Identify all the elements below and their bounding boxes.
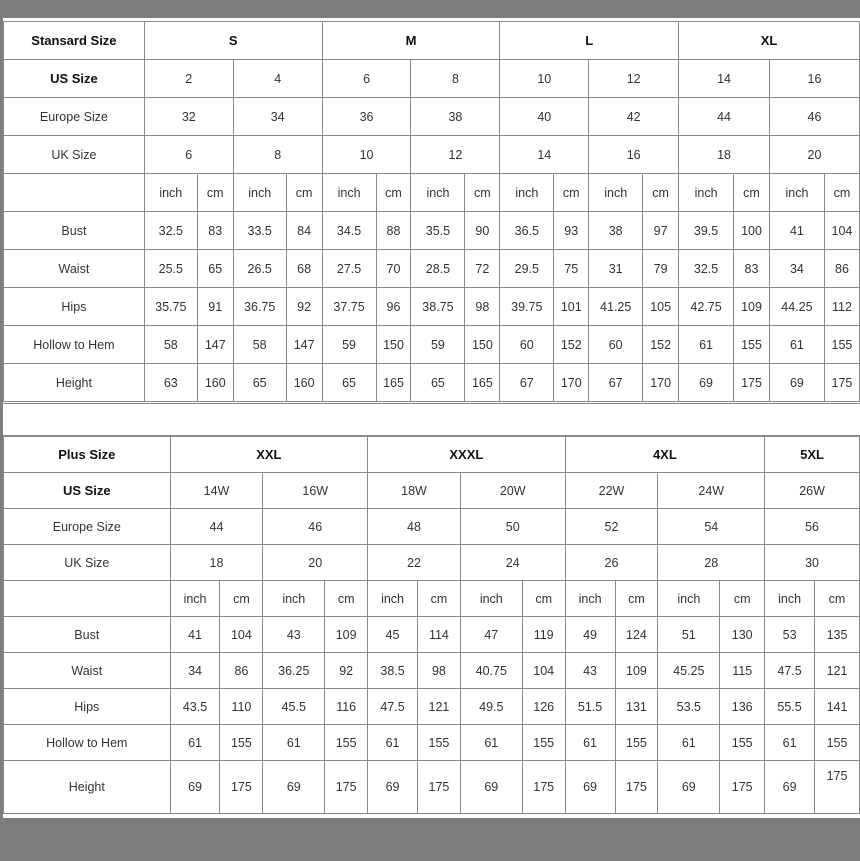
unit-cell: inch bbox=[460, 581, 522, 617]
size-group-xxl: XXL bbox=[170, 437, 368, 473]
measure-cell: 98 bbox=[465, 288, 500, 326]
measure-cell: 61 bbox=[679, 326, 734, 364]
measure-cell: 109 bbox=[325, 617, 368, 653]
uk-size-cell: 20 bbox=[263, 545, 368, 581]
measure-cell: 175 bbox=[220, 761, 263, 814]
europe-size-cell: 40 bbox=[500, 98, 589, 136]
plus-size-table bbox=[3, 436, 860, 814]
measure-cell: 34.5 bbox=[322, 212, 376, 250]
europe-size-cell: 48 bbox=[368, 509, 461, 545]
measure-cell: 121 bbox=[815, 653, 860, 689]
hollow-to-hem-row bbox=[4, 326, 860, 364]
uk-size-cell: 20 bbox=[769, 136, 859, 174]
unit-row-label bbox=[4, 174, 145, 212]
measure-cell: 58 bbox=[144, 326, 197, 364]
measure-cell: 47 bbox=[460, 617, 522, 653]
measure-cell: 136 bbox=[720, 689, 765, 725]
measure-cell: 34 bbox=[769, 250, 824, 288]
unit-cell: cm bbox=[554, 174, 589, 212]
europe-size-label: Europe Size bbox=[4, 98, 145, 136]
measure-cell: 83 bbox=[734, 250, 770, 288]
measure-cell: 25.5 bbox=[144, 250, 197, 288]
size-group-row bbox=[4, 22, 860, 60]
size-group-l: L bbox=[500, 22, 679, 60]
measure-cell: 65 bbox=[322, 364, 376, 402]
europe-size-cell: 56 bbox=[765, 509, 860, 545]
measure-cell: 49.5 bbox=[460, 689, 522, 725]
measure-cell: 104 bbox=[522, 653, 565, 689]
us-size-label: US Size bbox=[4, 473, 171, 509]
standard-size-label: Stansard Size bbox=[4, 22, 145, 60]
measure-cell: 40.75 bbox=[460, 653, 522, 689]
us-size-cell: 6 bbox=[322, 60, 411, 98]
us-size-cell: 16 bbox=[769, 60, 859, 98]
unit-cell: cm bbox=[815, 581, 860, 617]
measure-label: Bust bbox=[4, 617, 171, 653]
uk-size-cell: 26 bbox=[565, 545, 658, 581]
measure-cell: 69 bbox=[263, 761, 325, 814]
measure-cell: 41.25 bbox=[589, 288, 643, 326]
europe-size-label: Europe Size bbox=[4, 509, 171, 545]
uk-size-cell: 22 bbox=[368, 545, 461, 581]
unit-cell: cm bbox=[643, 174, 679, 212]
unit-cell: cm bbox=[376, 174, 411, 212]
plus-waist-row bbox=[4, 653, 860, 689]
unit-cell: inch bbox=[322, 174, 376, 212]
us-size-cell: 14 bbox=[679, 60, 770, 98]
measure-cell: 45 bbox=[368, 617, 418, 653]
unit-cell: inch bbox=[411, 174, 465, 212]
measure-cell: 92 bbox=[286, 288, 322, 326]
europe-size-cell: 32 bbox=[144, 98, 233, 136]
measure-cell: 60 bbox=[500, 326, 554, 364]
measure-label: Height bbox=[4, 364, 145, 402]
measure-cell: 38.5 bbox=[368, 653, 418, 689]
measure-cell: 67 bbox=[589, 364, 643, 402]
europe-size-cell: 36 bbox=[322, 98, 411, 136]
measure-cell: 100 bbox=[734, 212, 770, 250]
measure-cell: 115 bbox=[720, 653, 765, 689]
europe-size-cell: 54 bbox=[658, 509, 765, 545]
measure-cell: 69 bbox=[170, 761, 220, 814]
unit-row bbox=[4, 174, 860, 212]
measure-cell: 69 bbox=[460, 761, 522, 814]
measure-cell: 67 bbox=[500, 364, 554, 402]
measure-cell: 141 bbox=[815, 689, 860, 725]
measure-cell: 110 bbox=[220, 689, 263, 725]
measure-cell: 44.25 bbox=[769, 288, 824, 326]
measure-cell: 45.5 bbox=[263, 689, 325, 725]
measure-cell: 61 bbox=[565, 725, 615, 761]
unit-cell: cm bbox=[615, 581, 658, 617]
unit-cell: cm bbox=[325, 581, 368, 617]
measure-cell: 65 bbox=[411, 364, 465, 402]
us-size-cell: 24W bbox=[658, 473, 765, 509]
measure-cell: 170 bbox=[554, 364, 589, 402]
measure-cell: 36.25 bbox=[263, 653, 325, 689]
plus-unit-row bbox=[4, 581, 860, 617]
uk-size-cell: 8 bbox=[233, 136, 322, 174]
unit-row-label bbox=[4, 581, 171, 617]
unit-cell: cm bbox=[417, 581, 460, 617]
measure-cell: 32.5 bbox=[679, 250, 734, 288]
measure-cell: 65 bbox=[233, 364, 286, 402]
measure-cell: 131 bbox=[615, 689, 658, 725]
us-size-cell: 20W bbox=[460, 473, 565, 509]
measure-label: Hollow to Hem bbox=[4, 725, 171, 761]
europe-size-cell: 44 bbox=[679, 98, 770, 136]
measure-cell: 59 bbox=[411, 326, 465, 364]
measure-cell: 69 bbox=[658, 761, 720, 814]
measure-cell: 104 bbox=[220, 617, 263, 653]
measure-cell: 92 bbox=[325, 653, 368, 689]
unit-cell: inch bbox=[765, 581, 815, 617]
measure-cell: 43 bbox=[565, 653, 615, 689]
measure-cell: 150 bbox=[465, 326, 500, 364]
height-row bbox=[4, 364, 860, 402]
unit-cell: cm bbox=[286, 174, 322, 212]
measure-cell: 119 bbox=[522, 617, 565, 653]
measure-cell: 51 bbox=[658, 617, 720, 653]
measure-cell: 47.5 bbox=[368, 689, 418, 725]
measure-cell: 93 bbox=[554, 212, 589, 250]
size-group-xxxl: XXXL bbox=[368, 437, 566, 473]
measure-cell: 155 bbox=[734, 326, 770, 364]
measure-label: Hips bbox=[4, 689, 171, 725]
measure-cell: 104 bbox=[824, 212, 859, 250]
unit-cell: cm bbox=[522, 581, 565, 617]
measure-cell: 41 bbox=[769, 212, 824, 250]
measure-cell: 58 bbox=[233, 326, 286, 364]
unit-cell: cm bbox=[220, 581, 263, 617]
measure-cell: 175 bbox=[522, 761, 565, 814]
measure-cell: 150 bbox=[376, 326, 411, 364]
unit-cell: inch bbox=[565, 581, 615, 617]
measure-cell: 47.5 bbox=[765, 653, 815, 689]
plus-hollow-to-hem-row bbox=[4, 725, 860, 761]
measure-cell: 61 bbox=[460, 725, 522, 761]
uk-size-cell: 28 bbox=[658, 545, 765, 581]
size-group-s: S bbox=[144, 22, 322, 60]
europe-size-cell: 46 bbox=[263, 509, 368, 545]
uk-size-row bbox=[4, 136, 860, 174]
uk-size-cell: 18 bbox=[170, 545, 263, 581]
europe-size-cell: 44 bbox=[170, 509, 263, 545]
measure-cell: 36.75 bbox=[233, 288, 286, 326]
measure-cell: 51.5 bbox=[565, 689, 615, 725]
measure-cell: 39.5 bbox=[679, 212, 734, 250]
unit-cell: cm bbox=[720, 581, 765, 617]
us-size-cell: 4 bbox=[233, 60, 322, 98]
measure-cell: 90 bbox=[465, 212, 500, 250]
waist-row bbox=[4, 250, 860, 288]
measure-label: Hips bbox=[4, 288, 145, 326]
measure-cell: 31 bbox=[589, 250, 643, 288]
measure-cell: 155 bbox=[325, 725, 368, 761]
measure-cell: 69 bbox=[765, 761, 815, 814]
europe-size-cell: 42 bbox=[589, 98, 679, 136]
europe-size-row bbox=[4, 98, 860, 136]
us-size-row bbox=[4, 60, 860, 98]
measure-cell: 91 bbox=[197, 288, 233, 326]
europe-size-cell: 38 bbox=[411, 98, 500, 136]
size-group-4xl: 4XL bbox=[565, 437, 765, 473]
measure-cell: 42.75 bbox=[679, 288, 734, 326]
measure-cell: 175 bbox=[734, 364, 770, 402]
uk-size-cell: 10 bbox=[322, 136, 411, 174]
measure-cell: 35.5 bbox=[411, 212, 465, 250]
measure-cell: 116 bbox=[325, 689, 368, 725]
unit-cell: inch bbox=[233, 174, 286, 212]
measure-cell: 28.5 bbox=[411, 250, 465, 288]
measure-cell: 43.5 bbox=[170, 689, 220, 725]
measure-label: Height bbox=[4, 761, 171, 814]
measure-cell: 175 bbox=[824, 364, 859, 402]
standard-size-table bbox=[3, 21, 860, 402]
measure-cell: 75 bbox=[554, 250, 589, 288]
uk-size-label: UK Size bbox=[4, 136, 145, 174]
bust-row bbox=[4, 212, 860, 250]
measure-cell: 69 bbox=[679, 364, 734, 402]
measure-cell: 175 bbox=[325, 761, 368, 814]
us-size-cell: 16W bbox=[263, 473, 368, 509]
measure-cell: 155 bbox=[522, 725, 565, 761]
us-size-cell: 26W bbox=[765, 473, 860, 509]
europe-size-cell: 34 bbox=[233, 98, 322, 136]
measure-cell: 88 bbox=[376, 212, 411, 250]
measure-cell: 49 bbox=[565, 617, 615, 653]
measure-cell: 70 bbox=[376, 250, 411, 288]
measure-cell: 59 bbox=[322, 326, 376, 364]
measure-cell: 61 bbox=[170, 725, 220, 761]
measure-cell: 36.5 bbox=[500, 212, 554, 250]
us-size-cell: 8 bbox=[411, 60, 500, 98]
measure-cell: 135 bbox=[815, 617, 860, 653]
measure-cell: 69 bbox=[769, 364, 824, 402]
measure-cell: 53 bbox=[765, 617, 815, 653]
measure-cell: 160 bbox=[286, 364, 322, 402]
uk-size-cell: 30 bbox=[765, 545, 860, 581]
unit-cell: inch bbox=[679, 174, 734, 212]
hips-row bbox=[4, 288, 860, 326]
measure-cell: 35.75 bbox=[144, 288, 197, 326]
measure-cell: 69 bbox=[368, 761, 418, 814]
uk-size-cell: 14 bbox=[500, 136, 589, 174]
measure-cell: 32.5 bbox=[144, 212, 197, 250]
measure-label: Bust bbox=[4, 212, 145, 250]
measure-cell: 165 bbox=[376, 364, 411, 402]
measure-cell: 165 bbox=[465, 364, 500, 402]
measure-cell: 152 bbox=[643, 326, 679, 364]
measure-cell: 29.5 bbox=[500, 250, 554, 288]
measure-cell: 175 bbox=[417, 761, 460, 814]
measure-cell: 147 bbox=[197, 326, 233, 364]
measure-cell: 101 bbox=[554, 288, 589, 326]
europe-size-cell: 52 bbox=[565, 509, 658, 545]
measure-cell: 86 bbox=[824, 250, 859, 288]
measure-cell: 112 bbox=[824, 288, 859, 326]
size-group-5xl: 5XL bbox=[765, 437, 860, 473]
measure-cell: 175 bbox=[815, 761, 860, 814]
measure-cell: 175 bbox=[615, 761, 658, 814]
us-size-cell: 22W bbox=[565, 473, 658, 509]
measure-cell: 155 bbox=[220, 725, 263, 761]
measure-cell: 155 bbox=[815, 725, 860, 761]
unit-cell: inch bbox=[144, 174, 197, 212]
us-size-cell: 10 bbox=[500, 60, 589, 98]
measure-cell: 34 bbox=[170, 653, 220, 689]
measure-cell: 60 bbox=[589, 326, 643, 364]
unit-cell: inch bbox=[263, 581, 325, 617]
measure-cell: 61 bbox=[263, 725, 325, 761]
unit-cell: inch bbox=[368, 581, 418, 617]
measure-cell: 170 bbox=[643, 364, 679, 402]
uk-size-cell: 16 bbox=[589, 136, 679, 174]
measure-cell: 43 bbox=[263, 617, 325, 653]
uk-size-cell: 24 bbox=[460, 545, 565, 581]
measure-cell: 27.5 bbox=[322, 250, 376, 288]
plus-bust-row bbox=[4, 617, 860, 653]
measure-cell: 61 bbox=[765, 725, 815, 761]
measure-cell: 121 bbox=[417, 689, 460, 725]
uk-size-label: UK Size bbox=[4, 545, 171, 581]
plus-size-label: Plus Size bbox=[4, 437, 171, 473]
table-separator bbox=[3, 403, 860, 436]
measure-cell: 61 bbox=[368, 725, 418, 761]
size-group-xl: XL bbox=[679, 22, 860, 60]
plus-us-size-row bbox=[4, 473, 860, 509]
measure-cell: 109 bbox=[615, 653, 658, 689]
measure-cell: 26.5 bbox=[233, 250, 286, 288]
uk-size-cell: 6 bbox=[144, 136, 233, 174]
measure-cell: 63 bbox=[144, 364, 197, 402]
measure-label: Waist bbox=[4, 250, 145, 288]
measure-cell: 155 bbox=[824, 326, 859, 364]
plus-europe-size-row bbox=[4, 509, 860, 545]
measure-cell: 160 bbox=[197, 364, 233, 402]
plus-uk-size-row bbox=[4, 545, 860, 581]
measure-cell: 72 bbox=[465, 250, 500, 288]
measure-cell: 124 bbox=[615, 617, 658, 653]
plus-size-group-row bbox=[4, 437, 860, 473]
measure-cell: 55.5 bbox=[765, 689, 815, 725]
measure-cell: 114 bbox=[417, 617, 460, 653]
measure-cell: 155 bbox=[615, 725, 658, 761]
measure-cell: 105 bbox=[643, 288, 679, 326]
measure-label: Waist bbox=[4, 653, 171, 689]
unit-cell: cm bbox=[197, 174, 233, 212]
europe-size-cell: 46 bbox=[769, 98, 859, 136]
measure-cell: 84 bbox=[286, 212, 322, 250]
measure-cell: 152 bbox=[554, 326, 589, 364]
unit-cell: cm bbox=[734, 174, 770, 212]
unit-cell: inch bbox=[170, 581, 220, 617]
measure-cell: 38 bbox=[589, 212, 643, 250]
us-size-cell: 18W bbox=[368, 473, 461, 509]
measure-cell: 39.75 bbox=[500, 288, 554, 326]
plus-hips-row bbox=[4, 689, 860, 725]
measure-cell: 61 bbox=[658, 725, 720, 761]
measure-cell: 79 bbox=[643, 250, 679, 288]
measure-cell: 45.25 bbox=[658, 653, 720, 689]
measure-cell: 38.75 bbox=[411, 288, 465, 326]
measure-cell: 83 bbox=[197, 212, 233, 250]
us-size-cell: 14W bbox=[170, 473, 263, 509]
unit-cell: inch bbox=[658, 581, 720, 617]
unit-cell: inch bbox=[500, 174, 554, 212]
plus-height-row bbox=[4, 761, 860, 814]
unit-cell: inch bbox=[769, 174, 824, 212]
unit-cell: cm bbox=[465, 174, 500, 212]
measure-cell: 97 bbox=[643, 212, 679, 250]
us-size-cell: 12 bbox=[589, 60, 679, 98]
unit-cell: cm bbox=[824, 174, 859, 212]
measure-cell: 96 bbox=[376, 288, 411, 326]
us-size-cell: 2 bbox=[144, 60, 233, 98]
unit-cell: inch bbox=[589, 174, 643, 212]
uk-size-cell: 18 bbox=[679, 136, 770, 174]
measure-cell: 68 bbox=[286, 250, 322, 288]
measure-cell: 155 bbox=[720, 725, 765, 761]
measure-cell: 41 bbox=[170, 617, 220, 653]
measure-cell: 109 bbox=[734, 288, 770, 326]
measure-cell: 175 bbox=[720, 761, 765, 814]
us-size-label: US Size bbox=[4, 60, 145, 98]
measure-label: Hollow to Hem bbox=[4, 326, 145, 364]
size-group-m: M bbox=[322, 22, 500, 60]
measure-cell: 69 bbox=[565, 761, 615, 814]
uk-size-cell: 12 bbox=[411, 136, 500, 174]
measure-cell: 65 bbox=[197, 250, 233, 288]
measure-cell: 33.5 bbox=[233, 212, 286, 250]
europe-size-cell: 50 bbox=[460, 509, 565, 545]
measure-cell: 86 bbox=[220, 653, 263, 689]
measure-cell: 147 bbox=[286, 326, 322, 364]
measure-cell: 53.5 bbox=[658, 689, 720, 725]
measure-cell: 98 bbox=[417, 653, 460, 689]
measure-cell: 155 bbox=[417, 725, 460, 761]
measure-cell: 126 bbox=[522, 689, 565, 725]
measure-cell: 61 bbox=[769, 326, 824, 364]
measure-cell: 37.75 bbox=[322, 288, 376, 326]
measure-cell: 130 bbox=[720, 617, 765, 653]
